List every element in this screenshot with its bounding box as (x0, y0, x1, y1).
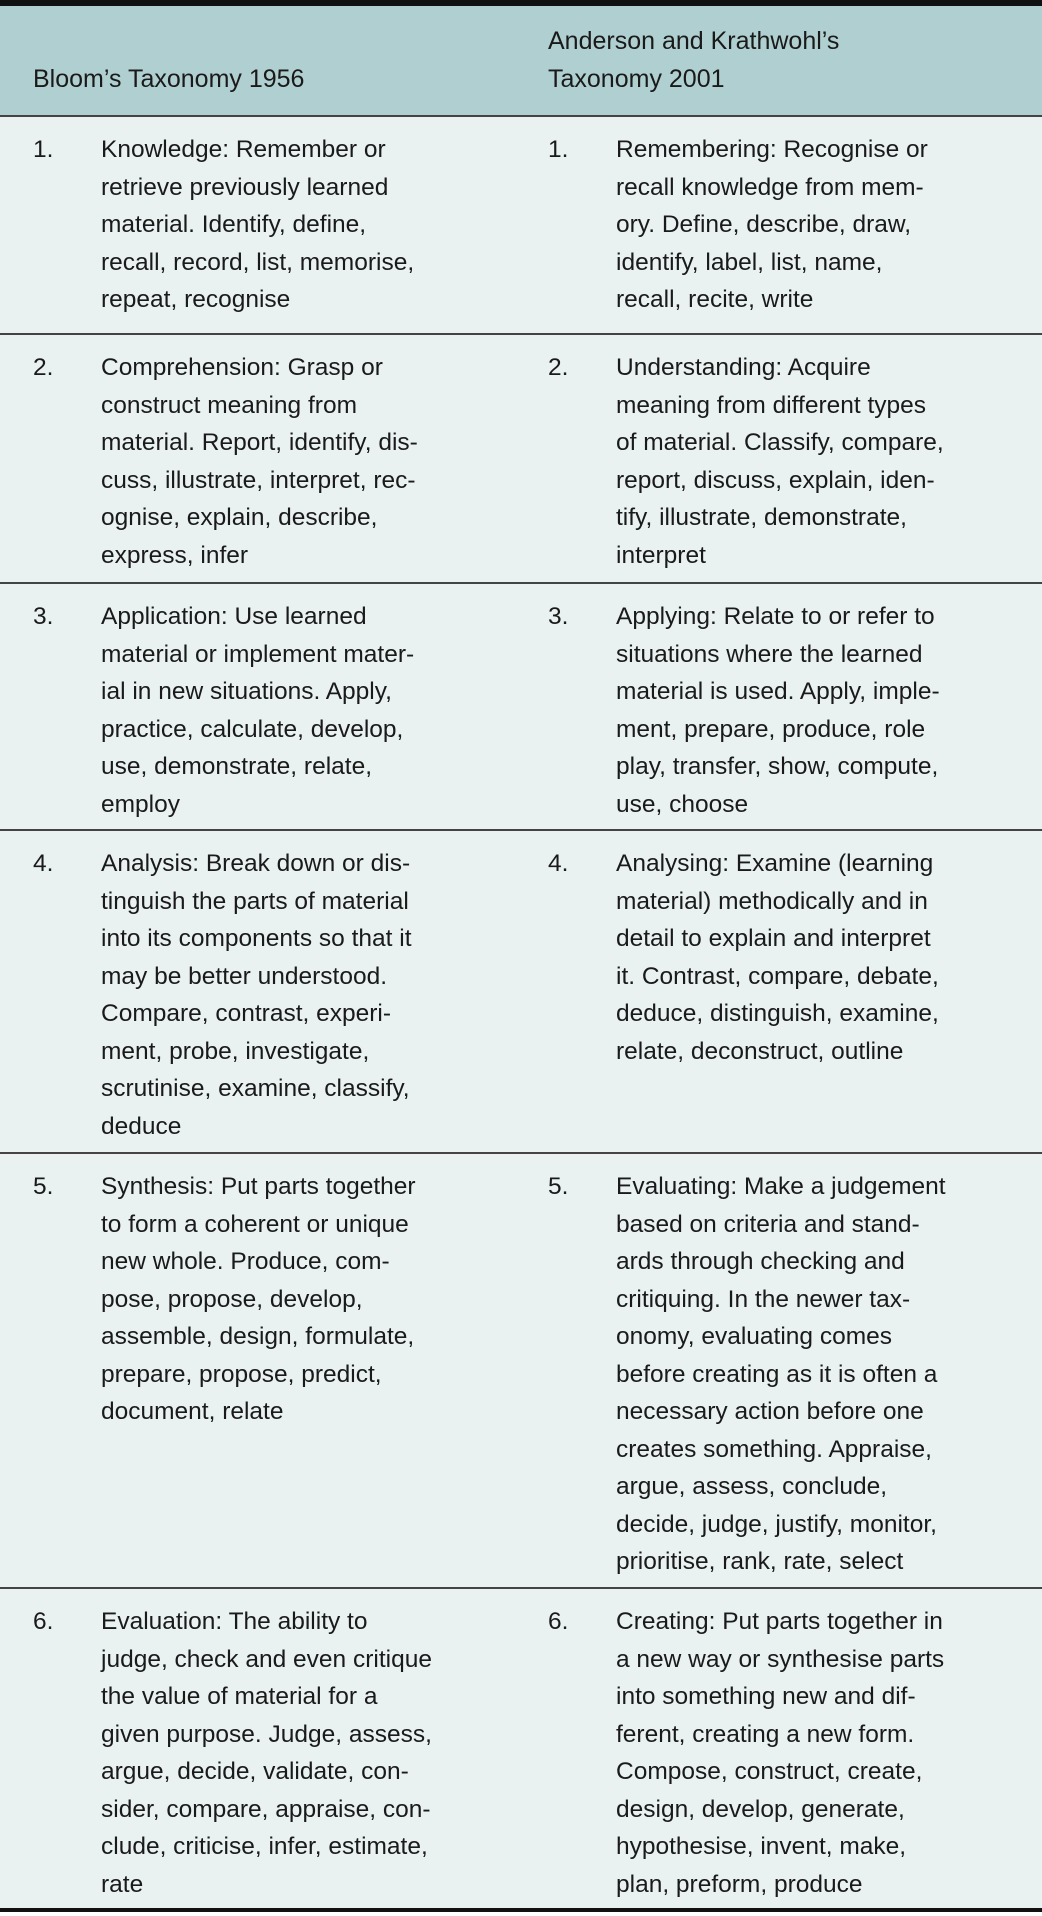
text-line: assemble, design, formulate, (101, 1323, 415, 1350)
text-line: retrieve previously learned (101, 173, 389, 201)
text-line: pose, propose, develop, (101, 1285, 363, 1313)
item-number: 6. (33, 1608, 54, 1635)
text-line: detail to explain and interpret (616, 925, 931, 952)
text-line: identify, label, list, name, (616, 248, 883, 276)
text-line: Knowledge: Remember or (101, 136, 386, 163)
item-number: 1. (548, 136, 569, 163)
text-line: use, choose (616, 790, 749, 818)
text-line: prepare, propose, predict, (101, 1360, 382, 1388)
text-line: rate (101, 1870, 144, 1898)
text-line: Analysing: Examine (learning (616, 850, 934, 877)
text-line: Remembering: Recognise or (616, 136, 928, 163)
text-line: plan, preform, produce (616, 1870, 863, 1898)
text-line: design, develop, generate, (616, 1795, 905, 1823)
text-line: to form a coherent or unique (101, 1210, 409, 1238)
text-line: ial in new situations. Apply, (101, 678, 392, 705)
item-text (101, 1603, 432, 1903)
text-line: necessary action before one (616, 1398, 924, 1425)
text-line: practice, calculate, develop, (101, 715, 404, 743)
text-line: Compose, construct, create, (616, 1758, 923, 1785)
text-line: recall, record, list, memorise, (101, 248, 415, 276)
text-line: onomy, evaluating comes (616, 1323, 892, 1350)
text-line: ferent, creating a new form. (616, 1720, 915, 1748)
text-line: cuss, illustrate, interpret, rec- (101, 466, 416, 494)
text-line: play, transfer, show, compute, (616, 753, 939, 780)
item-number: 3. (548, 603, 569, 630)
item-number: 4. (548, 850, 569, 877)
text-line: creates something. Appraise, (616, 1435, 932, 1463)
text-line: tify, illustrate, demonstrate, (616, 504, 907, 531)
text-line: based on criteria and stand- (616, 1210, 920, 1238)
item-text (101, 1168, 416, 1431)
text-line: ognise, explain, describe, (101, 504, 378, 531)
table-row (0, 584, 1042, 831)
text-line: construct meaning from (101, 391, 357, 419)
header-anderson-krathwohl (548, 22, 839, 98)
text-line: argue, assess, conclude, (616, 1473, 888, 1500)
item-text (101, 349, 418, 574)
item-text (616, 349, 944, 574)
text-line: Creating: Put parts together in (616, 1608, 943, 1635)
text-line: document, relate (101, 1398, 284, 1425)
header-ak-line: Anderson and Krathwohl’s (548, 27, 840, 55)
text-line: ment, probe, investigate, (101, 1037, 370, 1065)
text-line: a new way or synthesise parts (616, 1645, 945, 1673)
table-header (0, 6, 1042, 117)
text-line: judge, check and even critique (101, 1645, 432, 1673)
text-line: meaning from different types (616, 391, 927, 419)
text-line: Applying: Relate to or refer to (616, 603, 935, 630)
text-line: Synthesis: Put parts together (101, 1173, 416, 1200)
text-line: hypothesise, invent, make, (616, 1833, 907, 1860)
text-line: deduce, distinguish, examine, (616, 1000, 939, 1027)
item-text (616, 1603, 944, 1903)
text-line: Analysis: Break down or dis- (101, 850, 411, 877)
text-line: into something new and dif- (616, 1683, 916, 1710)
text-line: into its components so that it (101, 925, 412, 952)
text-line: recall knowledge from mem- (616, 173, 924, 201)
text-line: material. Identify, define, (101, 211, 367, 238)
text-line: material is used. Apply, imple- (616, 678, 940, 705)
table-row (0, 1589, 1042, 1912)
header-bloom-line: Bloom’s Taxonomy 1956 (33, 65, 305, 93)
item-text (101, 131, 414, 319)
item-number: 5. (33, 1173, 54, 1200)
text-line: interpret (616, 541, 706, 569)
header-bloom (33, 60, 304, 98)
table-row (0, 117, 1042, 335)
item-number: 1. (33, 136, 54, 163)
text-line: ment, prepare, produce, role (616, 715, 926, 743)
text-line: ory. Define, describe, draw, (616, 211, 912, 238)
text-line: repeat, recognise (101, 286, 291, 313)
text-line: use, demonstrate, relate, (101, 753, 373, 780)
text-line: material. Report, identify, dis- (101, 429, 418, 456)
text-line: relate, deconstruct, outline (616, 1037, 904, 1065)
text-line: situations where the learned (616, 640, 923, 668)
item-text (616, 845, 939, 1070)
text-line: Evaluation: The ability to (101, 1608, 368, 1635)
table-row (0, 831, 1042, 1154)
text-line: the value of material for a (101, 1683, 378, 1710)
text-line: report, discuss, explain, iden- (616, 466, 935, 494)
item-number: 5. (548, 1173, 569, 1200)
item-text (101, 598, 414, 823)
item-number: 2. (548, 354, 569, 381)
text-line: Understanding: Acquire (616, 354, 871, 381)
text-line: scrutinise, examine, classify, (101, 1075, 410, 1102)
text-line: employ (101, 790, 180, 818)
text-line: express, infer (101, 541, 249, 569)
item-text (101, 845, 412, 1145)
text-line: may be better understood. (101, 962, 388, 990)
item-number: 4. (33, 850, 54, 877)
text-line: recall, recite, write (616, 286, 814, 313)
item-text (616, 131, 928, 319)
text-line: it. Contrast, compare, debate, (616, 962, 939, 990)
text-line: material) methodically and in (616, 887, 928, 915)
text-line: clude, criticise, infer, estimate, (101, 1833, 428, 1860)
item-number: 6. (548, 1608, 569, 1635)
text-line: decide, judge, justify, monitor, (616, 1510, 937, 1538)
text-line: Comprehension: Grasp or (101, 354, 383, 381)
text-line: Application: Use learned (101, 603, 367, 630)
text-line: prioritise, rank, rate, select (616, 1548, 904, 1575)
text-line: sider, compare, appraise, con- (101, 1795, 431, 1823)
table-row (0, 335, 1042, 584)
item-text (616, 1168, 946, 1581)
table-row (0, 1154, 1042, 1589)
table-body (0, 117, 1042, 1912)
text-line: new whole. Produce, com- (101, 1248, 390, 1275)
item-text (616, 598, 940, 823)
text-line: argue, decide, validate, con- (101, 1758, 409, 1785)
text-line: ards through checking and (616, 1248, 905, 1275)
text-line: critiquing. In the newer tax- (616, 1285, 911, 1313)
text-line: Evaluating: Make a judgement (616, 1173, 946, 1200)
header-ak-line: Taxonomy 2001 (548, 65, 725, 93)
text-line: given purpose. Judge, assess, (101, 1720, 432, 1748)
item-number: 3. (33, 603, 54, 630)
text-line: before creating as it is often a (616, 1360, 938, 1388)
item-number: 2. (33, 354, 54, 381)
text-line: of material. Classify, compare, (616, 429, 944, 456)
text-line: material or implement mater- (101, 640, 415, 668)
text-line: Compare, contrast, experi- (101, 1000, 392, 1027)
text-line: tinguish the parts of material (101, 887, 409, 915)
text-line: deduce (101, 1112, 182, 1140)
